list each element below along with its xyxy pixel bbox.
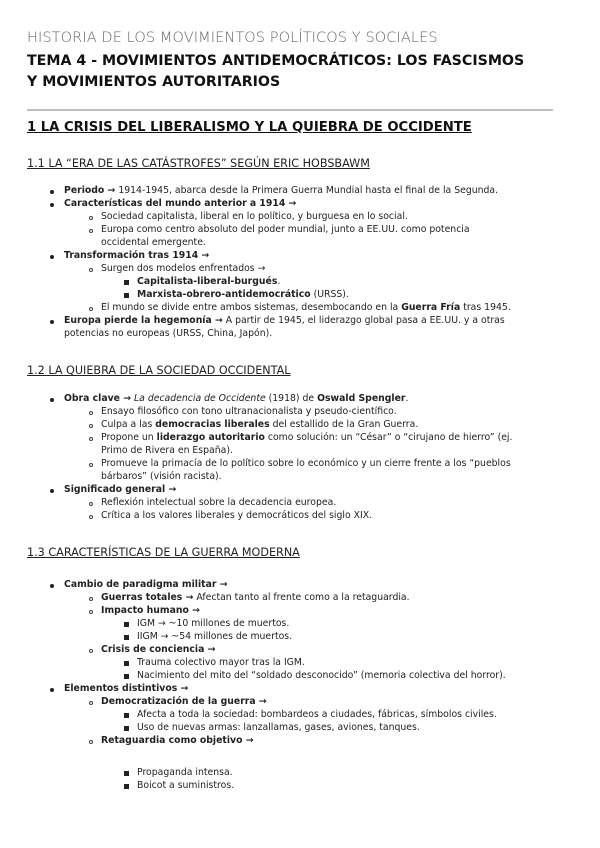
list-item: Sociedad capitalista, liberal en lo político, y burguesa en lo social. <box>101 211 408 222</box>
list-item-obra-clave: Obra clave → La decadencia de Occidente (1918) de Oswald Spengler. <box>64 393 409 404</box>
square-bullet-icon <box>124 784 129 789</box>
list-item: Guerras totales → Afectan tanto al frente como a la retaguardia. <box>101 592 410 603</box>
document-title <box>27 51 587 93</box>
list-item-significado: Significado general → <box>64 484 177 495</box>
list-item: IIGM → ~54 millones de muertos. <box>137 631 293 642</box>
bullet-icon <box>50 398 54 402</box>
list-item-caracteristicas: Características del mundo anterior a 1914 → <box>64 198 297 209</box>
list-item-periodo: Periodo → 1914-1945, abarca desde la Primera Guerra Mundial hasta el final de la Segunda. <box>64 185 499 196</box>
list-item-continuation: occidental emergente. <box>101 237 206 248</box>
list-item-transformacion: Transformación tras 1914 → <box>64 250 210 261</box>
sub-bullet-icon <box>89 649 93 653</box>
sub-bullet-icon <box>89 229 93 233</box>
list-item: Promueve la primacía de lo político sobre lo económico y un cierre frente a los “pueblos <box>101 458 511 469</box>
list-item: Propaganda intensa. <box>137 767 233 778</box>
bullet-icon <box>50 203 54 207</box>
section-1-heading: 1 LA CRISIS DEL LIBERALISMO Y LA QUIEBRA DE OCCIDENTE <box>27 120 472 135</box>
bullet-icon <box>50 489 54 493</box>
sub-bullet-icon <box>89 463 93 467</box>
sub-bullet-icon <box>89 610 93 614</box>
bullet-icon <box>50 320 54 324</box>
list-item-continuation: potencias no europeas (URSS, China, Japón). <box>64 328 273 339</box>
sub-bullet-icon <box>89 740 93 744</box>
list-item: El mundo se divide entre ambos sistemas, desembocando en la Guerra Fría tras 1945. <box>101 302 511 313</box>
list-item: Democratización de la guerra → <box>101 696 267 707</box>
list-item: IGM → ~10 millones de muertos. <box>137 618 290 629</box>
square-bullet-icon <box>124 661 129 666</box>
list-item: Capitalista-liberal-burgués. <box>137 276 281 287</box>
title-divider <box>27 109 553 111</box>
sub-bullet-icon <box>89 424 93 428</box>
list-item: Surgen dos modelos enfrentados → <box>101 263 266 274</box>
sub-bullet-icon <box>89 268 93 272</box>
list-item: Crítica a los valores liberales y democráticos del siglo XIX. <box>101 510 373 521</box>
sub-bullet-icon <box>89 437 93 441</box>
sub-bullet-icon <box>89 411 93 415</box>
sub-bullet-icon <box>89 515 93 519</box>
list-item: Culpa a las democracias liberales del estallido de la Gran Guerra. <box>101 419 419 430</box>
list-item: Europa como centro absoluto del poder mundial, junto a EE.UU. como potencia <box>101 224 470 235</box>
title-line-1: TEMA 4 - MOVIMIENTOS ANTIDEMOCRÁTICOS: LOS FASCISMOS <box>27 53 525 69</box>
square-bullet-icon <box>124 713 129 718</box>
list-item-europa: Europa pierde la hegemonía → A partir de 1945, el liderazgo global pasa a EE.UU. y a otras <box>64 315 505 326</box>
square-bullet-icon <box>124 674 129 679</box>
list-item: Afecta a toda la sociedad: bombardeos a ciudades, fábricas, símbolos civiles. <box>137 709 497 720</box>
list-item-continuation: Primo de Rivera en España). <box>101 445 233 456</box>
list-item: Retaguardia como objetivo → <box>101 735 254 746</box>
list-item: Marxista-obrero-antidemocrático (URSS). <box>137 289 349 300</box>
list-item-elementos: Elementos distintivos → <box>64 683 189 694</box>
list-item: Crisis de conciencia → <box>101 644 216 655</box>
bullet-icon <box>50 255 54 259</box>
section-1-1-heading: 1.1 LA “ERA DE LAS CATÁSTROFES” SEGÚN ERIC HOBSBAWM <box>27 157 370 170</box>
square-bullet-icon <box>124 635 129 640</box>
list-item: Propone un liderazgo autoritario como solución: un “César” o “cirujano de hierro” (ej. <box>101 432 513 443</box>
section-1-3-heading: 1.3 CARACTERÍSTICAS DE LA GUERRA MODERNA <box>27 546 300 559</box>
sub-bullet-icon <box>89 216 93 220</box>
course-title: HISTORIA DE LOS MOVIMIENTOS POLÍTICOS Y SOCIALES <box>27 30 438 46</box>
section-1-2-heading: 1.2 LA QUIEBRA DE LA SOCIEDAD OCCIDENTAL <box>27 364 291 377</box>
list-item: Ensayo filosófico con tono ultranacionalista y pseudo-científico. <box>101 406 397 417</box>
bullet-icon <box>50 584 54 588</box>
list-item: Impacto humano → <box>101 605 200 616</box>
sub-bullet-icon <box>89 307 93 311</box>
list-item: Trauma colectivo mayor tras la IGM. <box>137 657 305 668</box>
square-bullet-icon <box>124 280 129 285</box>
sub-bullet-icon <box>89 502 93 506</box>
square-bullet-icon <box>124 622 129 627</box>
sub-bullet-icon <box>89 701 93 705</box>
sub-bullet-icon <box>89 597 93 601</box>
list-item: Reflexión intelectual sobre la decadencia europea. <box>101 497 337 508</box>
bullet-icon <box>50 190 54 194</box>
list-item-continuation: bárbaros” (visión racista). <box>101 471 222 482</box>
list-item: Uso de nuevas armas: lanzallamas, gases, aviones, tanques. <box>137 722 420 733</box>
square-bullet-icon <box>124 726 129 731</box>
list-item: Nacimiento del mito del “soldado desconocido” (memoria colectiva del horror). <box>137 670 506 681</box>
list-item-cambio: Cambio de paradigma militar → <box>64 579 228 590</box>
square-bullet-icon <box>124 293 129 298</box>
square-bullet-icon <box>124 771 129 776</box>
bullet-icon <box>50 688 54 692</box>
title-line-2: Y MOVIMIENTOS AUTORITARIOS <box>27 74 281 90</box>
list-item: Boicot a suministros. <box>137 780 235 791</box>
